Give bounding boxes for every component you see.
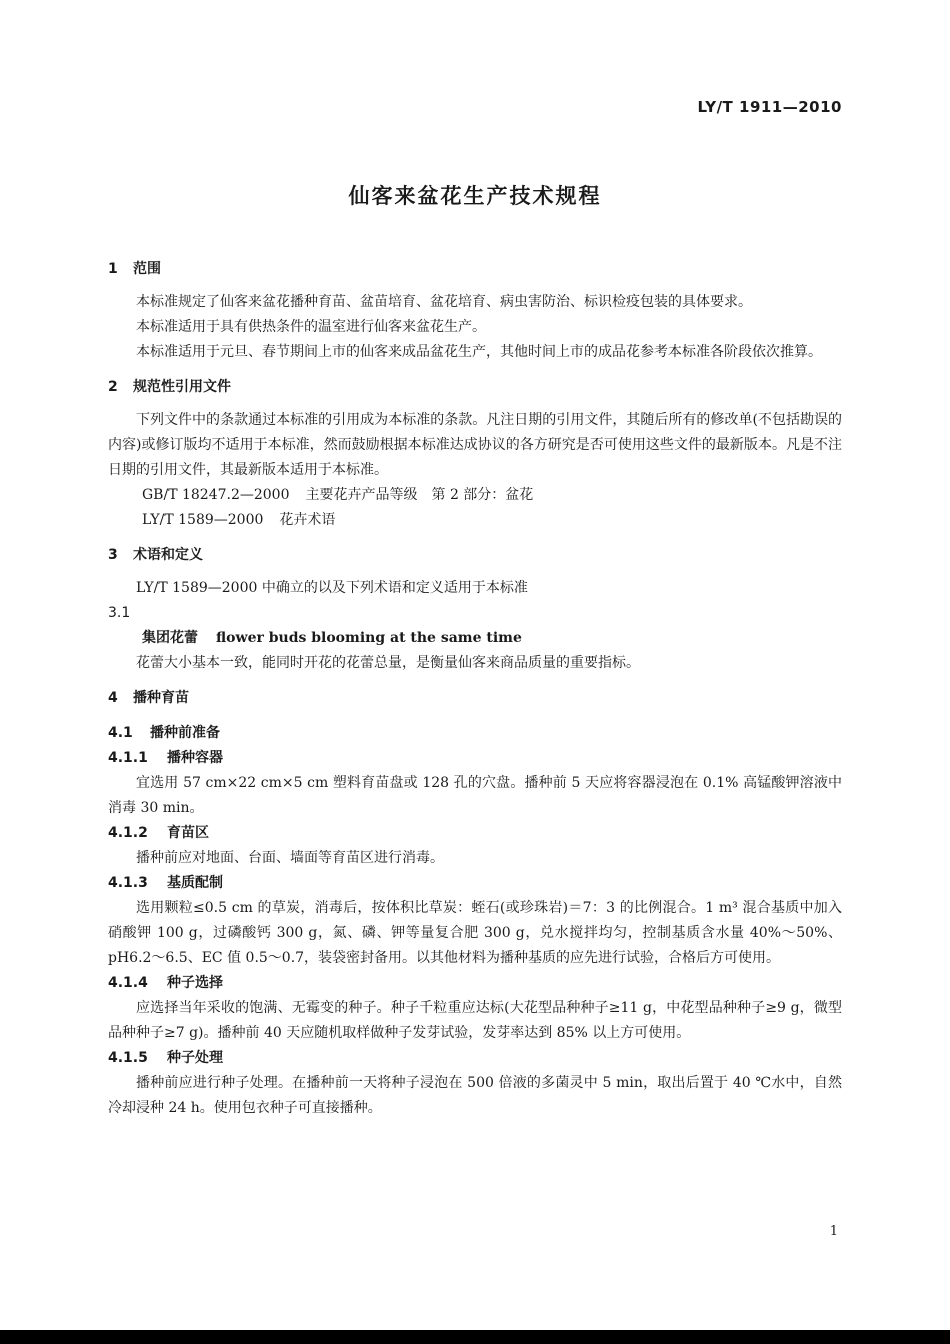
subsection-heading-4-1-5 xyxy=(108,1046,842,1071)
paragraph: 下列文件中的条款通过本标准的引用成为本标准的条款。凡注日期的引用文件，其随后所有的修改单(不包括勘误的内容)或修订版均不适用于本标准，然而鼓励根据本标准达成协议的各方研究是否可使用这些文件的最新版本。凡是不注日期的引用文件，其最新版本适用于本标准。 xyxy=(108,412,842,478)
paragraph: LY/T 1589—2000 中确立的以及下列术语和定义适用于本标准 xyxy=(136,580,528,596)
section-heading-4 xyxy=(108,686,842,711)
subsection-title: 播种前准备 xyxy=(150,725,220,741)
subsection-heading-4-1-1 xyxy=(108,746,842,771)
paragraph: 播种前应对地面、台面、墙面等育苗区进行消毒。 xyxy=(136,850,444,866)
section-title: 术语和定义 xyxy=(133,547,203,563)
term-english: flower buds blooming at the same time xyxy=(216,630,522,646)
reference-code: LY/T 1589—2000 xyxy=(142,512,264,528)
subsection-heading-4-1 xyxy=(108,721,842,746)
bottom-border xyxy=(0,1330,950,1344)
paragraph: 本标准适用于具有供热条件的温室进行仙客来盆花生产。 xyxy=(136,319,486,335)
section-number: 3 xyxy=(108,547,118,563)
paragraph: 应选择当年采收的饱满、无霉变的种子。种子千粒重应达标(大花型品种种子≥11 g，中花型品种种子≥9 g，微型品种种子≥7 g)。播种前 40 天应随机取样做种子发芽试验，发芽率达到 85% 以上方可使用。 xyxy=(108,1000,842,1041)
subsection-heading-4-1-3 xyxy=(108,871,842,896)
subsection-title: 基质配制 xyxy=(167,875,223,891)
reference-name: 花卉术语 xyxy=(279,512,336,528)
document-title: 仙客来盆花生产技术规程 xyxy=(348,184,602,208)
subsection-heading-4-1-2 xyxy=(108,821,842,846)
reference-item xyxy=(108,508,842,533)
paragraph: 选用颗粒≤0.5 cm 的草炭，消毒后，按体积比草炭：蛭石(或珍珠岩)＝7：3 的比例混合。1 m³ 混合基质中加入硝酸钾 100 g，过磷酸钙 300 g，氮、磷、钾等量复合肥 300 g，兑水搅拌均匀，控制基质含水量 40%～50%、pH6.2～6.5、EC 值 0.5～0.7，装袋密封备用。以其他材料为播种基质的应先进行试验，合格后方可使用。 xyxy=(108,900,842,966)
paragraph: 播种前应进行种子处理。在播种前一天将种子浸泡在 500 倍液的多菌灵中 5 min，取出后置于 40 ℃水中，自然冷却浸种 24 h。使用包衣种子可直接播种。 xyxy=(108,1075,842,1116)
section-number: 2 xyxy=(108,379,118,395)
reference-item xyxy=(108,483,842,508)
subsection-number: 4.1.5 xyxy=(108,1050,148,1066)
section-heading-1 xyxy=(108,257,842,282)
paragraph: 宜选用 57 cm×22 cm×5 cm 塑料育苗盘或 128 孔的穴盘。播种前 5 天应将容器浸泡在 0.1% 高锰酸钾溶液中消毒 30 min。 xyxy=(108,775,842,816)
section-heading-2 xyxy=(108,375,842,400)
document-body xyxy=(108,255,842,1121)
reference-name: 主要花卉产品等级 第 2 部分：盆花 xyxy=(305,487,534,503)
subsection-title: 种子选择 xyxy=(167,975,223,991)
subsection-number: 4.1.1 xyxy=(108,750,148,766)
subsection-number: 4.1.3 xyxy=(108,875,148,891)
reference-code: GB/T 18247.2—2000 xyxy=(142,487,290,503)
section-heading-3 xyxy=(108,543,842,568)
subsection-number: 4.1.4 xyxy=(108,975,148,991)
section-title: 播种育苗 xyxy=(133,690,189,706)
subsection-heading-4-1-4 xyxy=(108,971,842,996)
paragraph: 本标准适用于元旦、春节期间上市的仙客来成品盆花生产，其他时间上市的成品花参考本标准各阶段依次推算。 xyxy=(136,344,822,360)
term-entry xyxy=(108,626,842,651)
subsection-number: 4.1 xyxy=(108,725,133,741)
term-chinese: 集团花蕾 xyxy=(142,630,198,646)
subsection-number: 4.1.2 xyxy=(108,825,148,841)
section-title: 规范性引用文件 xyxy=(133,379,231,395)
section-number: 1 xyxy=(108,261,118,277)
paragraph: 本标准规定了仙客来盆花播种育苗、盆苗培育、盆花培育、病虫害防治、标识检疫包装的具体要求。 xyxy=(136,294,752,310)
section-number: 4 xyxy=(108,690,118,706)
term-number: 3.1 xyxy=(108,605,131,621)
standard-code: LY/T 1911—2010 xyxy=(697,98,842,116)
term-definition: 花蕾大小基本一致，能同时开花的花蕾总量，是衡量仙客来商品质量的重要指标。 xyxy=(136,655,640,671)
subsection-title: 育苗区 xyxy=(167,825,209,841)
subsection-title: 种子处理 xyxy=(167,1050,223,1066)
page-number: 1 xyxy=(829,1224,838,1239)
subsection-title: 播种容器 xyxy=(167,750,223,766)
section-title: 范围 xyxy=(133,261,161,277)
